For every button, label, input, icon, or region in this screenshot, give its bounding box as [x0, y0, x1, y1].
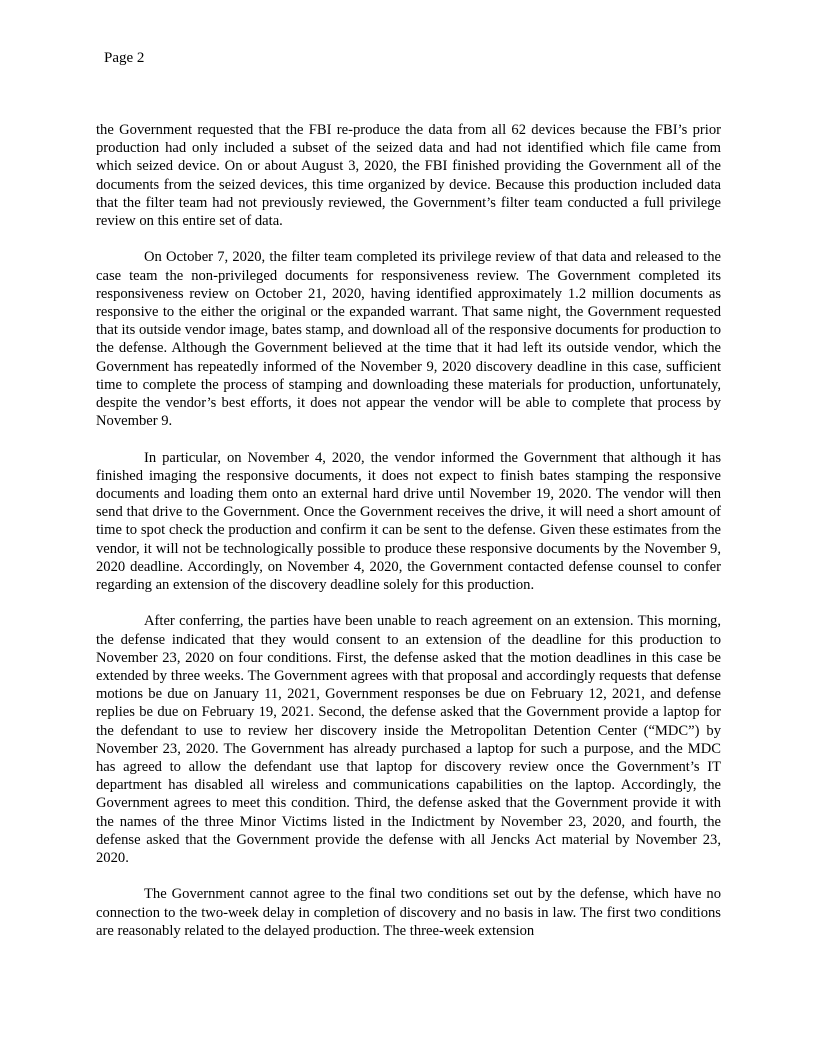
- paragraph-1: the Government requested that the FBI re-produce the data from all 62 devices because the FBI’s prior production had only included a subset of the seized data and had not identified which file came from which seized device. On or about August 3, 2020, the FBI finished providing the Government all of the documents from the seized devices, this time organized by device. Because this production included data that the filter team had not previously reviewed, the Government’s filter team conducted a full privilege review on this entire set of data.: [96, 122, 721, 230]
- paragraph-5: The Government cannot agree to the final two conditions set out by the defense, which have no connection to the two-week delay in completion of discovery and no basis in law. The first two conditions are reasonably related to the delayed production. The three-week extension: [96, 886, 721, 939]
- paragraph-3: In particular, on November 4, 2020, the vendor informed the Government that although it has finished imaging the responsive documents, it does not expect to finish bates stamping the responsive documents and loading them onto an external hard drive until November 19, 2020. The vendor will then send that drive to the Government. Once the Government receives the drive, it will need a short amount of time to spot check the production and confirm it can be sent to the defense. Given these estimates from the vendor, it will not be technologically possible to produce these responsive documents by the November 9, 2020 deadline. Accordingly, on November 4, 2020, the Government contacted defense counsel to confer regarding an extension of the discovery deadline solely for this production.: [96, 449, 721, 594]
- page-number: Page 2: [104, 50, 145, 66]
- paragraph-2: On October 7, 2020, the filter team completed its privilege review of that data and released to the case team the non-privileged documents for responsiveness review. The Government completed its responsiveness review on October 21, 2020, having identified approximately 1.2 million documents as responsive to the either the original or the expanded warrant. That same night, the Government requested that its outside vendor image, bates stamp, and download all of the responsive documents for production to the defense. Although the Government believed at the time that it had left its outside vendor, which the Government has repeatedly informed of the November 9, 2020 discovery deadline in this case, sufficient time to complete the process of stamping and downloading these materials for production, unfortunately, despite the vendor’s best efforts, it does not appear the vendor will be able to complete that process by November 9.: [96, 249, 721, 430]
- document-body: [96, 121, 721, 958]
- paragraph-4: After conferring, the parties have been unable to reach agreement on an extension. This morning, the defense indicated that they would consent to an extension of the deadline for this production to November 23, 2020 on four conditions. First, the defense asked that the motion deadlines in this case be extended by three weeks. The Government agrees with that proposal and accordingly requests that defense motions be due on January 11, 2021, Government responses be due on February 12, 2021, and defense replies be due on February 19, 2021. Second, the defense asked that the Government provide a laptop for the defendant to use to review her discovery inside the Metropolitan Detention Center (“MDC”) by November 23, 2020. The Government has already purchased a laptop for such a purpose, and the MDC has agreed to allow the defendant use that laptop for discovery review once the Government’s IT department has disabled all wireless and communications capabilities on the laptop. Accordingly, the Government agrees to meet this condition. Third, the defense asked that the Government provide it with the names of the three Minor Victims listed in the Indictment by November 23, 2020, and fourth, the defense asked that the Government provide the defense with all Jencks Act material by November 23, 2020.: [96, 613, 721, 867]
